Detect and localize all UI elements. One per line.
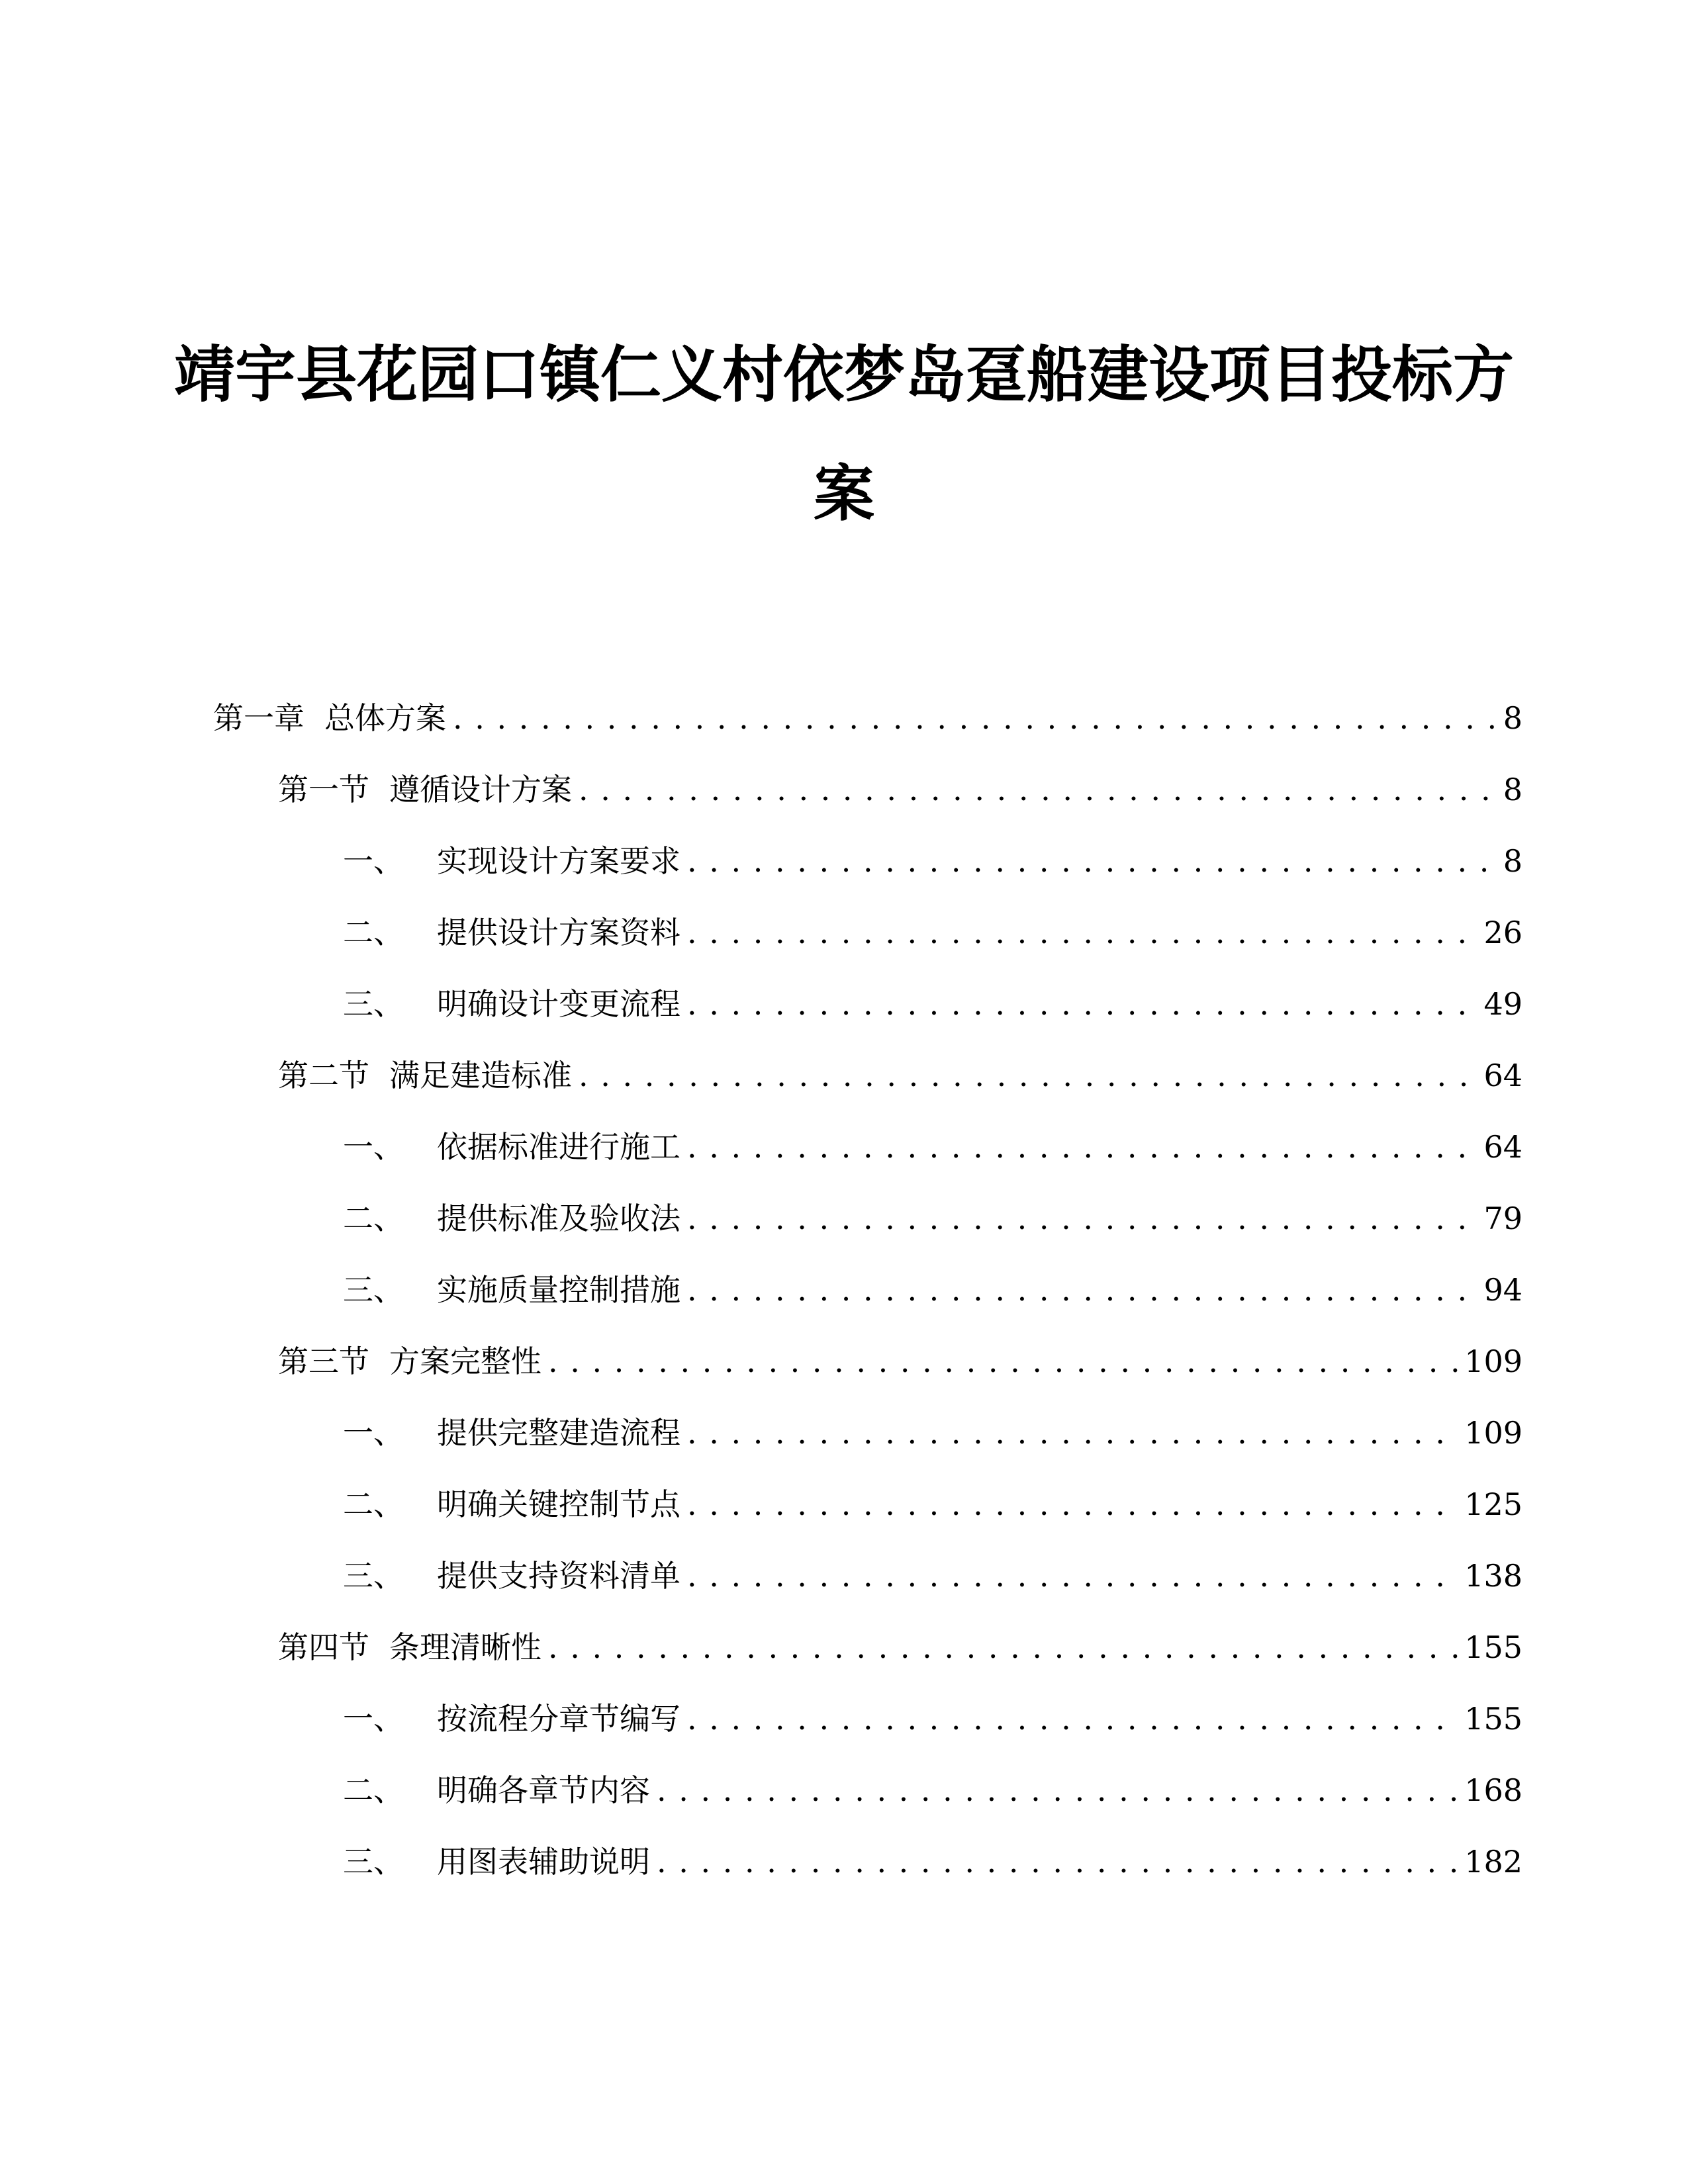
toc-leader-dots bbox=[687, 1127, 1477, 1167]
toc-entry-text: 提供标准及验收法 bbox=[437, 1201, 680, 1236]
toc-leader-dots bbox=[687, 984, 1477, 1024]
toc-entry-page: 94 bbox=[1483, 1272, 1523, 1308]
toc-entry-page: 64 bbox=[1483, 1058, 1523, 1093]
toc-entry[interactable] bbox=[343, 841, 1523, 881]
document-title-line-1: 靖宇县花园口镇仁义村依梦岛趸船建设项目投标方 bbox=[173, 339, 1514, 410]
toc-entry[interactable] bbox=[343, 1842, 1523, 1882]
toc-entry-text: 条理清晰性 bbox=[389, 1629, 541, 1665]
toc-entry-number: 第四节 bbox=[278, 1629, 369, 1665]
toc-entry[interactable] bbox=[278, 1342, 1523, 1381]
toc-entry[interactable] bbox=[343, 1199, 1523, 1238]
toc-entry-number: 三、 bbox=[343, 1844, 404, 1880]
toc-entry-text: 提供设计方案资料 bbox=[437, 915, 680, 950]
toc-entry-page: 155 bbox=[1464, 1629, 1523, 1665]
toc-entry-text: 依据标准进行施工 bbox=[437, 1129, 680, 1165]
toc-entry[interactable] bbox=[278, 1056, 1523, 1095]
toc-entry-page: 138 bbox=[1464, 1558, 1523, 1594]
toc-entry-number: 第二节 bbox=[278, 1058, 369, 1093]
toc-entry[interactable] bbox=[343, 1484, 1523, 1524]
toc-leader-dots bbox=[579, 770, 1497, 809]
toc-entry-text: 满足建造标准 bbox=[389, 1058, 572, 1093]
toc-entry-page: 168 bbox=[1464, 1772, 1523, 1808]
toc-entry-text: 实现设计方案要求 bbox=[437, 843, 680, 879]
toc-leader-dots bbox=[687, 913, 1477, 952]
toc-leader-dots bbox=[548, 1342, 1458, 1381]
toc-entry-number: 第一节 bbox=[278, 772, 369, 807]
toc-entry[interactable] bbox=[213, 698, 1523, 738]
toc-entry-number: 二、 bbox=[343, 1486, 404, 1522]
toc-entry-page: 8 bbox=[1503, 843, 1523, 879]
toc-leader-dots bbox=[687, 841, 1497, 881]
toc-entry-number: 二、 bbox=[343, 1201, 404, 1236]
toc-entry[interactable] bbox=[343, 984, 1523, 1024]
toc-entry-text: 明确各章节内容 bbox=[437, 1772, 650, 1808]
toc-entry-number: 三、 bbox=[343, 1272, 404, 1308]
toc-entry-number: 一、 bbox=[343, 1129, 404, 1165]
toc-entry[interactable] bbox=[278, 770, 1523, 809]
toc-entry-number: 三、 bbox=[343, 1558, 404, 1594]
toc-entry-page: 109 bbox=[1464, 1415, 1523, 1451]
toc-entry-text: 明确设计变更流程 bbox=[437, 986, 680, 1022]
toc-entry-page: 64 bbox=[1483, 1129, 1523, 1165]
toc-entry[interactable] bbox=[343, 1413, 1523, 1453]
toc-entry-text: 遵循设计方案 bbox=[389, 772, 572, 807]
toc-entry-page: 26 bbox=[1483, 915, 1523, 950]
toc-entry[interactable] bbox=[343, 1556, 1523, 1596]
toc-entry[interactable] bbox=[343, 1770, 1523, 1810]
toc-entry-page: 182 bbox=[1464, 1844, 1523, 1880]
toc-entry-text: 实施质量控制措施 bbox=[437, 1272, 680, 1308]
toc-entry-number: 第三节 bbox=[278, 1343, 369, 1379]
toc-leader-dots bbox=[548, 1627, 1458, 1667]
toc-leader-dots bbox=[687, 1484, 1458, 1524]
toc-leader-dots bbox=[453, 698, 1497, 738]
toc-entry-text: 方案完整性 bbox=[389, 1343, 541, 1379]
toc-entry-number: 一、 bbox=[343, 843, 404, 879]
toc-leader-dots bbox=[657, 1842, 1458, 1882]
toc-entry-text: 总体方案 bbox=[324, 700, 446, 736]
toc-entry-page: 8 bbox=[1503, 700, 1523, 736]
toc-entry[interactable] bbox=[343, 1699, 1523, 1739]
document-title-line-2: 案 bbox=[813, 458, 874, 529]
toc-entry[interactable] bbox=[343, 1127, 1523, 1167]
toc-entry-page: 155 bbox=[1464, 1701, 1523, 1737]
toc-entry[interactable] bbox=[343, 1270, 1523, 1310]
toc-entry-number: 二、 bbox=[343, 1772, 404, 1808]
toc-entry-number: 三、 bbox=[343, 986, 404, 1022]
toc-leader-dots bbox=[687, 1199, 1477, 1238]
toc-entry-text: 提供支持资料清单 bbox=[437, 1558, 680, 1594]
toc-entry-page: 49 bbox=[1483, 986, 1523, 1022]
toc-entry-text: 提供完整建造流程 bbox=[437, 1415, 680, 1451]
toc-entry-page: 109 bbox=[1464, 1343, 1523, 1379]
toc-entry-number: 一、 bbox=[343, 1415, 404, 1451]
toc-leader-dots bbox=[579, 1056, 1477, 1095]
toc-entry-number: 二、 bbox=[343, 915, 404, 950]
toc-entry-text: 用图表辅助说明 bbox=[437, 1844, 650, 1880]
toc-leader-dots bbox=[687, 1413, 1458, 1453]
toc-entry-page: 8 bbox=[1503, 772, 1523, 807]
toc-entry[interactable] bbox=[343, 913, 1523, 952]
toc-entry-text: 按流程分章节编写 bbox=[437, 1701, 680, 1737]
toc-entry-text: 明确关键控制节点 bbox=[437, 1486, 680, 1522]
toc-entry-number: 第一章 bbox=[213, 700, 305, 736]
toc-leader-dots bbox=[687, 1270, 1477, 1310]
toc-entry[interactable] bbox=[278, 1627, 1523, 1667]
toc-leader-dots bbox=[657, 1770, 1458, 1810]
toc-leader-dots bbox=[687, 1699, 1458, 1739]
toc-entry-page: 125 bbox=[1464, 1486, 1523, 1522]
toc-entry-number: 一、 bbox=[343, 1701, 404, 1737]
toc-entry-page: 79 bbox=[1483, 1201, 1523, 1236]
toc-leader-dots bbox=[687, 1556, 1458, 1596]
